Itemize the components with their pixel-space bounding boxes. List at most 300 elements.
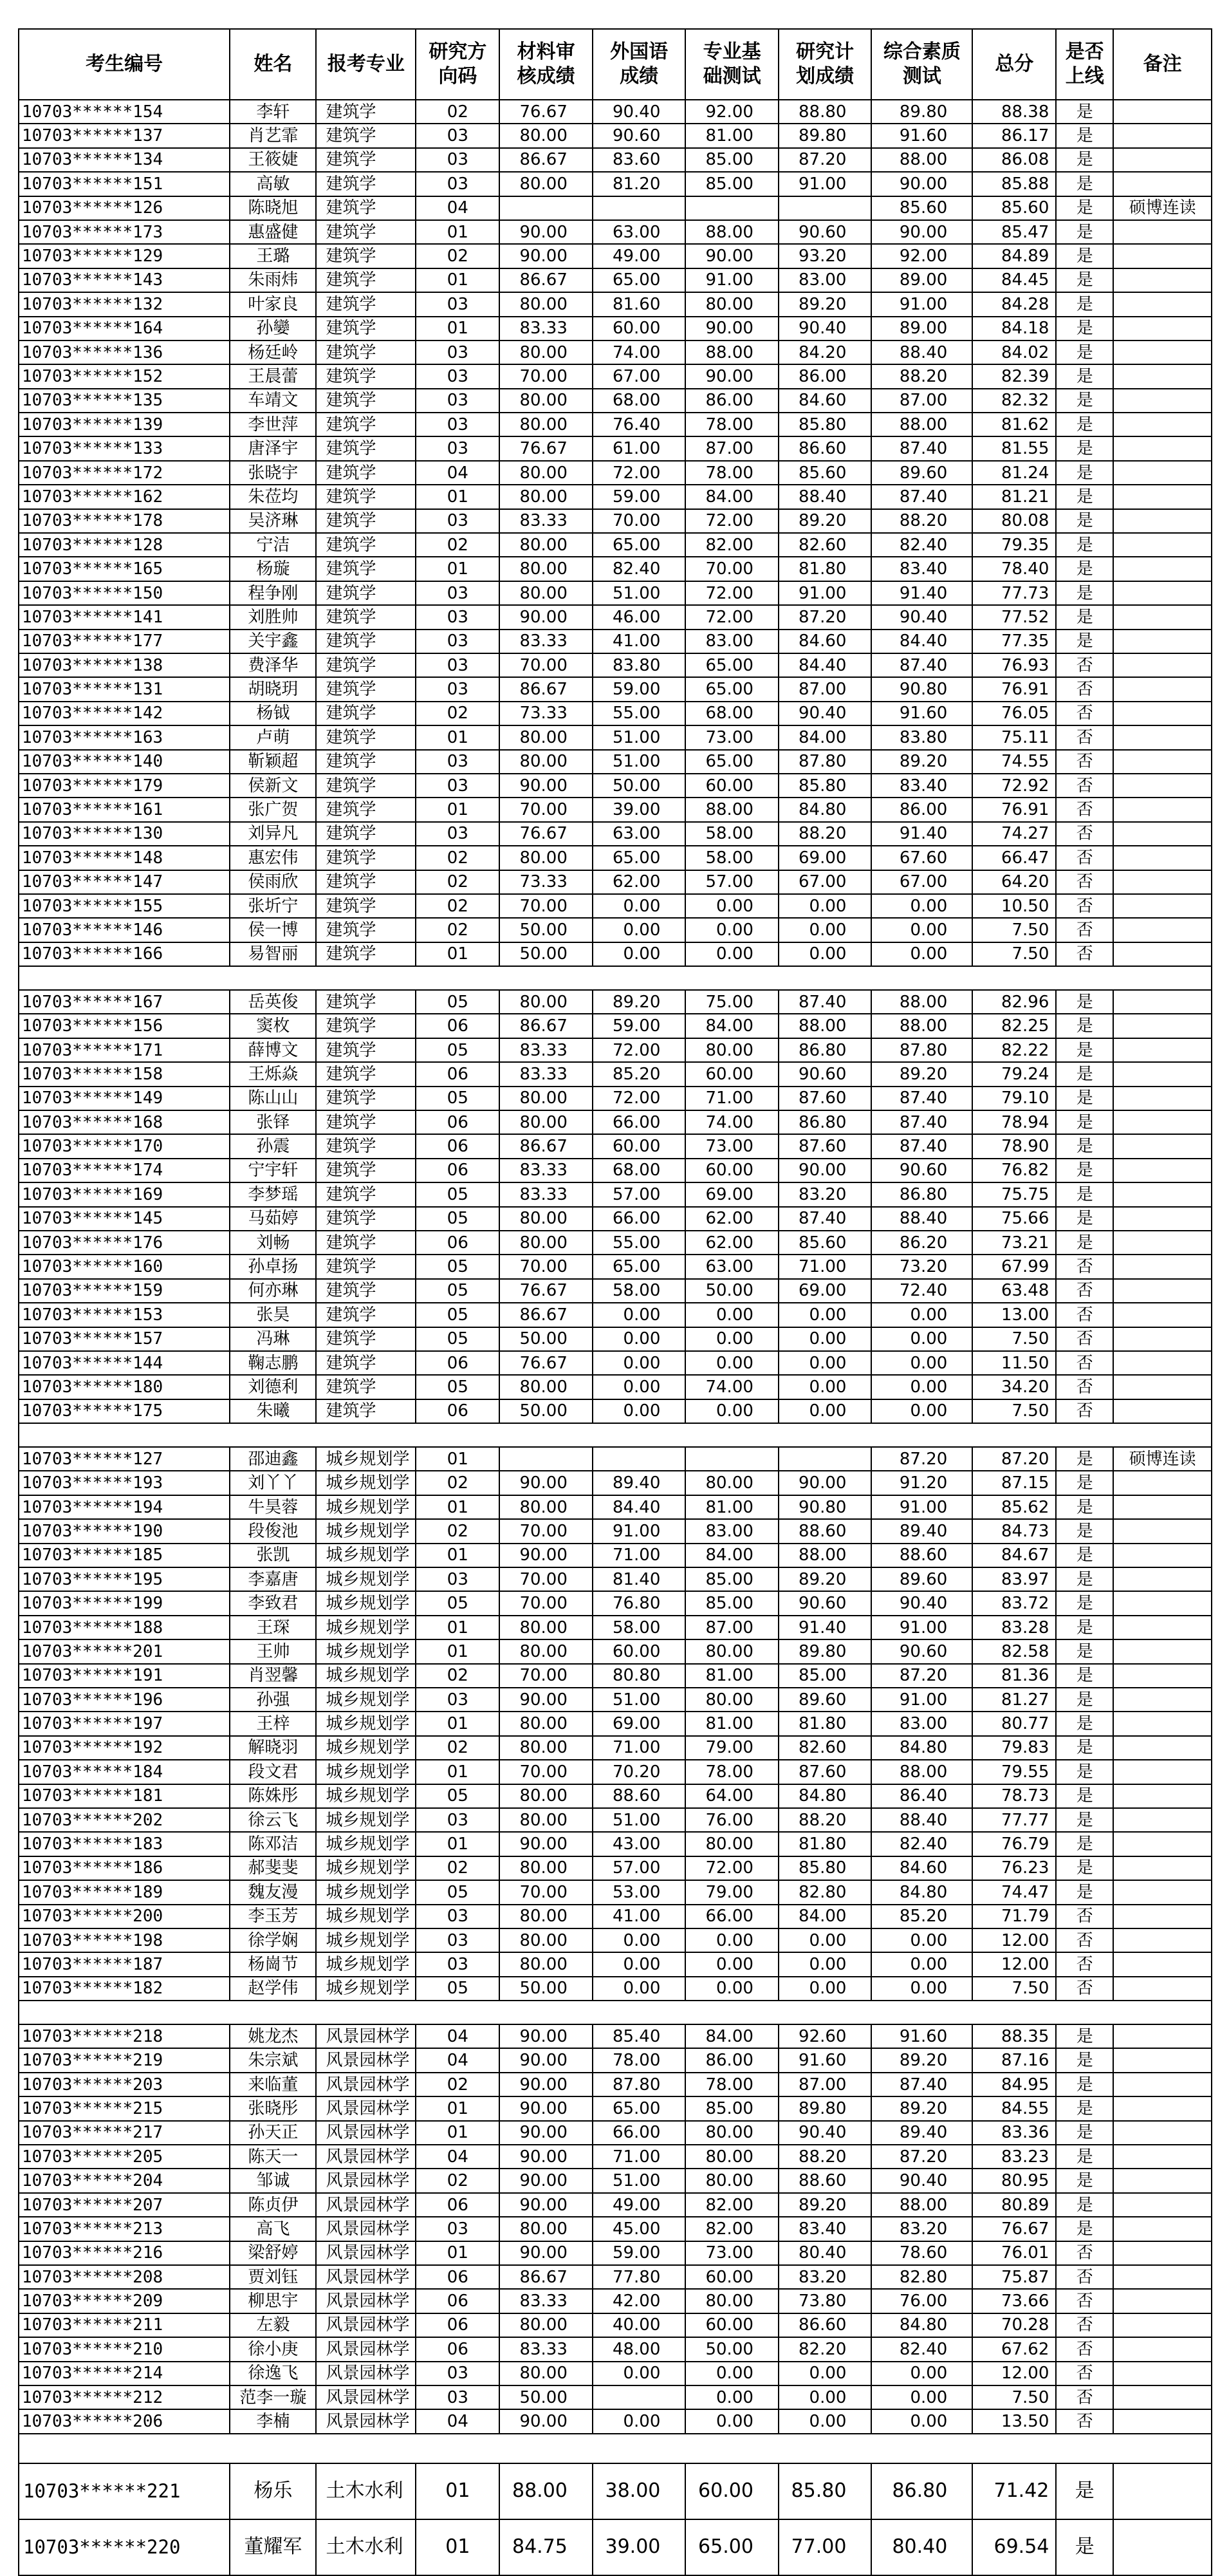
remarks-cell [1113,341,1212,364]
major-cell: 建筑学 [316,364,416,388]
quality-test-score-cell: 83.20 [871,2217,972,2241]
foreign-language-score-cell: 0.00 [593,1977,686,2001]
quality-test-score-cell: 91.00 [871,1616,972,1639]
remarks-cell: 硕博连读 [1113,196,1212,220]
direction-code-cell: 01 [416,1712,499,1735]
quality-test-score-cell: 89.20 [871,750,972,774]
foreign-language-score-cell: 80.80 [593,1664,686,1688]
exam-id-cell: 10703******205 [19,2145,230,2169]
basic-test-score-cell: 85.00 [685,172,779,196]
quality-test-score-cell: 89.80 [871,100,972,124]
foreign-language-score-cell: 0.00 [593,1327,686,1351]
table-row [19,1351,1212,1375]
passed-cell: 是 [1056,1591,1113,1615]
direction-code-cell: 06 [416,1231,499,1255]
remarks-cell [1113,172,1212,196]
material-score-cell: 90.00 [499,774,593,798]
total-score-cell: 84.02 [972,341,1056,364]
total-score-cell: 78.40 [972,557,1056,581]
foreign-language-score-cell: 72.00 [593,1038,686,1062]
remarks-cell [1113,918,1212,942]
foreign-language-score-cell: 65.00 [593,268,686,292]
basic-test-score-cell: 0.00 [685,1303,779,1327]
material-score-cell: 76.67 [499,822,593,846]
passed-cell: 是 [1056,2217,1113,2241]
direction-code-cell: 05 [416,990,499,1014]
quality-test-score-cell: 84.60 [871,1856,972,1880]
candidate-name-cell: 杨廷岭 [230,341,316,364]
table-row [19,389,1212,413]
total-score-cell: 71.42 [972,2463,1056,2519]
total-score-cell: 81.24 [972,461,1056,485]
candidate-name-cell: 朱曦 [230,1399,316,1423]
candidate-name-cell: 李嘉唐 [230,1567,316,1591]
table-row [19,1471,1212,1495]
candidate-name-cell: 孙天正 [230,2121,316,2145]
basic-test-score-cell: 72.00 [685,605,779,629]
material-score-cell: 80.00 [499,461,593,485]
candidate-name-cell: 杨崗节 [230,1952,316,1976]
quality-test-score-cell: 91.60 [871,124,972,147]
quality-test-score-cell: 0.00 [871,2362,972,2385]
passed-cell: 是 [1056,2519,1113,2575]
passed-cell: 是 [1056,1519,1113,1543]
quality-test-score-cell: 88.40 [871,1207,972,1231]
exam-id-cell: 10703******176 [19,1231,230,1255]
major-cell: 城乡规划学 [316,1688,416,1712]
passed-cell: 是 [1056,1736,1113,1760]
candidate-name-cell: 贾刘钰 [230,2265,316,2289]
foreign-language-score-cell: 43.00 [593,1832,686,1856]
table-row [19,1255,1212,1278]
basic-test-score-cell: 65.00 [685,2519,779,2575]
material-score-cell: 90.00 [499,2145,593,2169]
total-score-cell: 88.35 [972,2024,1056,2048]
foreign-language-score-cell: 65.00 [593,2096,686,2120]
quality-test-score-cell: 90.40 [871,2169,972,2192]
total-score-cell: 76.23 [972,1856,1056,1880]
direction-code-cell: 03 [416,389,499,413]
quality-test-score-cell: 88.00 [871,148,972,172]
passed-cell: 是 [1056,1544,1113,1567]
total-score-cell: 86.17 [972,124,1056,147]
major-cell: 建筑学 [316,750,416,774]
quality-test-score-cell: 91.40 [871,581,972,605]
research-plan-score-cell: 0.00 [779,942,872,966]
research-plan-score-cell: 83.00 [779,268,872,292]
research-plan-score-cell: 85.80 [779,413,872,436]
passed-cell: 否 [1056,1375,1113,1399]
passed-cell: 否 [1056,1905,1113,1928]
total-score-cell: 67.62 [972,2337,1056,2361]
major-cell: 建筑学 [316,918,416,942]
table-row [19,1207,1212,1231]
foreign-language-score-cell [593,2385,686,2409]
major-cell: 建筑学 [316,822,416,846]
quality-test-score-cell: 88.00 [871,1760,972,1784]
material-score-cell: 80.00 [499,1495,593,1519]
material-score-cell: 80.00 [499,1087,593,1110]
research-plan-score-cell: 0.00 [779,1399,872,1423]
table-row [19,1808,1212,1832]
table-row [19,1832,1212,1856]
table-row [19,2096,1212,2120]
candidate-name-cell: 杨乐 [230,2463,316,2519]
total-score-cell: 86.08 [972,148,1056,172]
exam-id-cell: 10703******139 [19,413,230,436]
candidate-name-cell: 李玉芳 [230,1905,316,1928]
research-plan-score-cell: 84.80 [779,1784,872,1808]
research-plan-score-cell: 69.00 [779,846,872,870]
material-score-cell: 50.00 [499,942,593,966]
quality-test-score-cell: 90.40 [871,1591,972,1615]
exam-id-cell: 10703******138 [19,653,230,677]
research-plan-score-cell: 81.80 [779,1832,872,1856]
major-cell: 建筑学 [316,1062,416,1086]
passed-cell: 是 [1056,436,1113,460]
quality-test-score-cell: 89.20 [871,2096,972,2120]
table-row [19,1134,1212,1158]
research-plan-score-cell: 0.00 [779,1351,872,1375]
material-score-cell: 83.33 [499,2337,593,2361]
major-cell: 风景园林学 [316,2337,416,2361]
header-foreign-language: 外国语 成绩 [593,29,686,100]
material-score-cell: 86.67 [499,1014,593,1038]
quality-test-score-cell: 88.00 [871,990,972,1014]
total-score-cell: 81.62 [972,413,1056,436]
candidate-name-cell: 侯新文 [230,774,316,798]
research-plan-score-cell: 91.60 [779,2048,872,2072]
basic-test-score-cell: 80.00 [685,2289,779,2313]
basic-test-score-cell: 88.00 [685,341,779,364]
basic-test-score-cell: 74.00 [685,1110,779,1134]
basic-test-score-cell: 0.00 [685,2409,779,2433]
group-separator [19,2434,1212,2463]
material-score-cell: 50.00 [499,1327,593,1351]
remarks-cell [1113,268,1212,292]
passed-cell: 是 [1056,1760,1113,1784]
total-score-cell: 82.22 [972,1038,1056,1062]
remarks-cell [1113,292,1212,316]
foreign-language-score-cell: 85.40 [593,2024,686,2048]
passed-cell: 否 [1056,750,1113,774]
table-row [19,870,1212,894]
research-plan-score-cell: 87.00 [779,2073,872,2096]
direction-code-cell: 06 [416,1134,499,1158]
exam-id-cell: 10703******206 [19,2409,230,2433]
quality-test-score-cell: 87.40 [871,2073,972,2096]
exam-id-cell: 10703******212 [19,2385,230,2409]
material-score-cell: 80.00 [499,1736,593,1760]
candidate-name-cell: 张铎 [230,1110,316,1134]
table-row [19,2519,1212,2575]
table-row [19,1038,1212,1062]
major-cell: 建筑学 [316,1279,416,1303]
major-cell: 建筑学 [316,341,416,364]
foreign-language-score-cell: 69.00 [593,1712,686,1735]
remarks-cell [1113,1856,1212,1880]
material-score-cell: 90.00 [499,220,593,244]
foreign-language-score-cell: 90.40 [593,100,686,124]
quality-test-score-cell: 0.00 [871,1952,972,1976]
remarks-cell [1113,2073,1212,2096]
remarks-cell [1113,750,1212,774]
basic-test-score-cell: 73.00 [685,725,779,749]
direction-code-cell: 04 [416,2048,499,2072]
exam-id-cell: 10703******194 [19,1495,230,1519]
major-cell: 风景园林学 [316,2241,416,2265]
quality-test-score-cell: 87.40 [871,436,972,460]
total-score-cell: 74.55 [972,750,1056,774]
foreign-language-score-cell: 83.60 [593,148,686,172]
candidate-name-cell: 张晓彤 [230,2096,316,2120]
quality-test-score-cell: 0.00 [871,1375,972,1399]
research-plan-score-cell: 88.00 [779,1544,872,1567]
quality-test-score-cell: 90.40 [871,605,972,629]
passed-cell: 是 [1056,268,1113,292]
quality-test-score-cell: 87.40 [871,485,972,509]
table-row [19,196,1212,220]
foreign-language-score-cell: 0.00 [593,918,686,942]
major-cell: 风景园林学 [316,2385,416,2409]
passed-cell: 是 [1056,1471,1113,1495]
major-cell: 建筑学 [316,1231,416,1255]
table-row [19,1616,1212,1639]
candidate-name-cell: 张晓宇 [230,461,316,485]
passed-cell: 是 [1056,341,1113,364]
exam-id-cell: 10703******141 [19,605,230,629]
total-score-cell: 11.50 [972,1351,1056,1375]
basic-test-score-cell: 0.00 [685,1952,779,1976]
material-score-cell: 90.00 [499,244,593,268]
exam-id-cell: 10703******143 [19,268,230,292]
remarks-cell [1113,1110,1212,1134]
remarks-cell [1113,1134,1212,1158]
research-plan-score-cell: 93.20 [779,244,872,268]
basic-test-score-cell: 63.00 [685,1255,779,1278]
remarks-cell [1113,1351,1212,1375]
remarks-cell [1113,1688,1212,1712]
basic-test-score-cell: 90.00 [685,317,779,341]
quality-test-score-cell: 86.20 [871,1231,972,1255]
foreign-language-score-cell: 68.00 [593,389,686,413]
remarks-cell [1113,1399,1212,1423]
direction-code-cell: 02 [416,1856,499,1880]
remarks-cell: 硕博连读 [1113,1447,1212,1471]
table-row [19,557,1212,581]
major-cell: 建筑学 [316,725,416,749]
candidate-name-cell: 卢萌 [230,725,316,749]
remarks-cell [1113,1664,1212,1688]
basic-test-score-cell: 57.00 [685,870,779,894]
direction-code-cell: 01 [416,317,499,341]
passed-cell: 否 [1056,918,1113,942]
passed-cell: 是 [1056,1159,1113,1182]
table-row [19,1591,1212,1615]
group-separator [19,2001,1212,2024]
table-row [19,1544,1212,1567]
remarks-cell [1113,894,1212,918]
foreign-language-score-cell: 55.00 [593,1231,686,1255]
passed-cell: 是 [1056,1062,1113,1086]
major-cell: 城乡规划学 [316,1928,416,1952]
passed-cell: 是 [1056,1808,1113,1832]
quality-test-score-cell: 82.40 [871,2337,972,2361]
exam-id-cell: 10703******196 [19,1688,230,1712]
quality-test-score-cell: 0.00 [871,1351,972,1375]
remarks-cell [1113,1591,1212,1615]
passed-cell: 否 [1056,2362,1113,2385]
exam-id-cell: 10703******146 [19,918,230,942]
quality-test-score-cell: 91.20 [871,1471,972,1495]
total-score-cell: 72.92 [972,774,1056,798]
research-plan-score-cell: 88.00 [779,1014,872,1038]
material-score-cell: 80.00 [499,1639,593,1663]
candidate-name-cell: 柳思宇 [230,2289,316,2313]
header-direction-code: 研究方 向码 [416,29,499,100]
material-score-cell: 90.00 [499,1832,593,1856]
total-score-cell: 87.16 [972,2048,1056,2072]
foreign-language-score-cell: 63.00 [593,822,686,846]
total-score-cell: 12.00 [972,1952,1056,1976]
major-cell: 建筑学 [316,894,416,918]
material-score-cell: 50.00 [499,2385,593,2409]
exam-id-cell: 10703******213 [19,2217,230,2241]
candidate-name-cell: 王帅 [230,1639,316,1663]
direction-code-cell: 02 [416,2073,499,2096]
quality-test-score-cell: 88.20 [871,509,972,533]
passed-cell: 是 [1056,1688,1113,1712]
material-score-cell: 70.00 [499,1760,593,1784]
quality-test-score-cell: 88.00 [871,1014,972,1038]
quality-test-score-cell: 84.80 [871,1880,972,1904]
quality-test-score-cell: 89.40 [871,1519,972,1543]
header-exam-id: 考生编号 [19,29,230,100]
passed-cell: 是 [1056,509,1113,533]
direction-code-cell: 03 [416,677,499,701]
exam-id-cell: 10703******211 [19,2313,230,2337]
major-cell: 建筑学 [316,172,416,196]
basic-test-score-cell: 90.00 [685,364,779,388]
basic-test-score-cell: 50.00 [685,2337,779,2361]
total-score-cell: 13.50 [972,2409,1056,2433]
exam-id-cell: 10703******208 [19,2265,230,2289]
major-cell: 建筑学 [316,1182,416,1206]
basic-test-score-cell: 62.00 [685,1231,779,1255]
major-cell: 建筑学 [316,509,416,533]
foreign-language-score-cell: 51.00 [593,1808,686,1832]
foreign-language-score-cell: 58.00 [593,1616,686,1639]
research-plan-score-cell: 87.60 [779,1760,872,1784]
exam-id-cell: 10703******203 [19,2073,230,2096]
major-cell: 建筑学 [316,1399,416,1423]
exam-id-cell: 10703******159 [19,1279,230,1303]
major-cell: 建筑学 [316,1038,416,1062]
direction-code-cell: 03 [416,124,499,147]
remarks-cell [1113,1544,1212,1567]
material-score-cell: 80.00 [499,172,593,196]
foreign-language-score-cell: 0.00 [593,942,686,966]
total-score-cell: 63.48 [972,1279,1056,1303]
research-plan-score-cell: 83.20 [779,2265,872,2289]
research-plan-score-cell: 87.40 [779,1207,872,1231]
table-row [19,1664,1212,1688]
direction-code-cell: 04 [416,2409,499,2433]
basic-test-score-cell [685,1447,779,1471]
basic-test-score-cell: 82.00 [685,533,779,557]
table-row [19,1303,1212,1327]
passed-cell: 否 [1056,1952,1113,1976]
passed-cell: 是 [1056,2048,1113,2072]
passed-cell: 是 [1056,1182,1113,1206]
table-row [19,990,1212,1014]
table-row [19,1784,1212,1808]
table-row [19,268,1212,292]
remarks-cell [1113,485,1212,509]
passed-cell: 是 [1056,1447,1113,1471]
foreign-language-score-cell: 65.00 [593,1255,686,1278]
basic-test-score-cell: 82.00 [685,2217,779,2241]
material-score-cell: 50.00 [499,1977,593,2001]
material-score-cell: 80.00 [499,750,593,774]
quality-test-score-cell: 85.60 [871,196,972,220]
quality-test-score-cell: 87.20 [871,2145,972,2169]
foreign-language-score-cell: 70.00 [593,509,686,533]
major-cell: 城乡规划学 [316,1712,416,1735]
header-total: 总分 [972,29,1056,100]
major-cell: 建筑学 [316,1110,416,1134]
research-plan-score-cell: 84.40 [779,653,872,677]
foreign-language-score-cell: 51.00 [593,750,686,774]
remarks-cell [1113,1279,1212,1303]
direction-code-cell: 01 [416,2096,499,2120]
direction-code-cell: 02 [416,1664,499,1688]
basic-test-score-cell: 86.00 [685,389,779,413]
major-cell: 建筑学 [316,1303,416,1327]
remarks-cell [1113,2362,1212,2385]
candidate-name-cell: 高飞 [230,2217,316,2241]
major-cell: 建筑学 [316,677,416,701]
total-score-cell: 84.73 [972,1519,1056,1543]
foreign-language-score-cell: 85.20 [593,1062,686,1086]
candidate-name-cell: 徐逸飞 [230,2362,316,2385]
major-cell: 城乡规划学 [316,1736,416,1760]
basic-test-score-cell: 72.00 [685,1856,779,1880]
total-score-cell: 79.83 [972,1736,1056,1760]
basic-test-score-cell: 75.00 [685,990,779,1014]
table-row [19,2385,1212,2409]
total-score-cell: 81.55 [972,436,1056,460]
passed-cell: 否 [1056,1303,1113,1327]
exam-id-cell: 10703******132 [19,292,230,316]
exam-id-cell: 10703******177 [19,630,230,653]
basic-test-score-cell: 60.00 [685,774,779,798]
research-plan-score-cell: 82.60 [779,533,872,557]
material-score-cell: 80.00 [499,1808,593,1832]
foreign-language-score-cell: 66.00 [593,2121,686,2145]
passed-cell: 是 [1056,2121,1113,2145]
material-score-cell: 80.00 [499,533,593,557]
table-row [19,317,1212,341]
table-row [19,2289,1212,2313]
table-row [19,846,1212,870]
exam-id-cell: 10703******210 [19,2337,230,2361]
quality-test-score-cell: 87.40 [871,1087,972,1110]
major-cell: 风景园林学 [316,2024,416,2048]
exam-id-cell: 10703******154 [19,100,230,124]
passed-cell: 是 [1056,1639,1113,1663]
total-score-cell: 12.00 [972,2362,1056,2385]
